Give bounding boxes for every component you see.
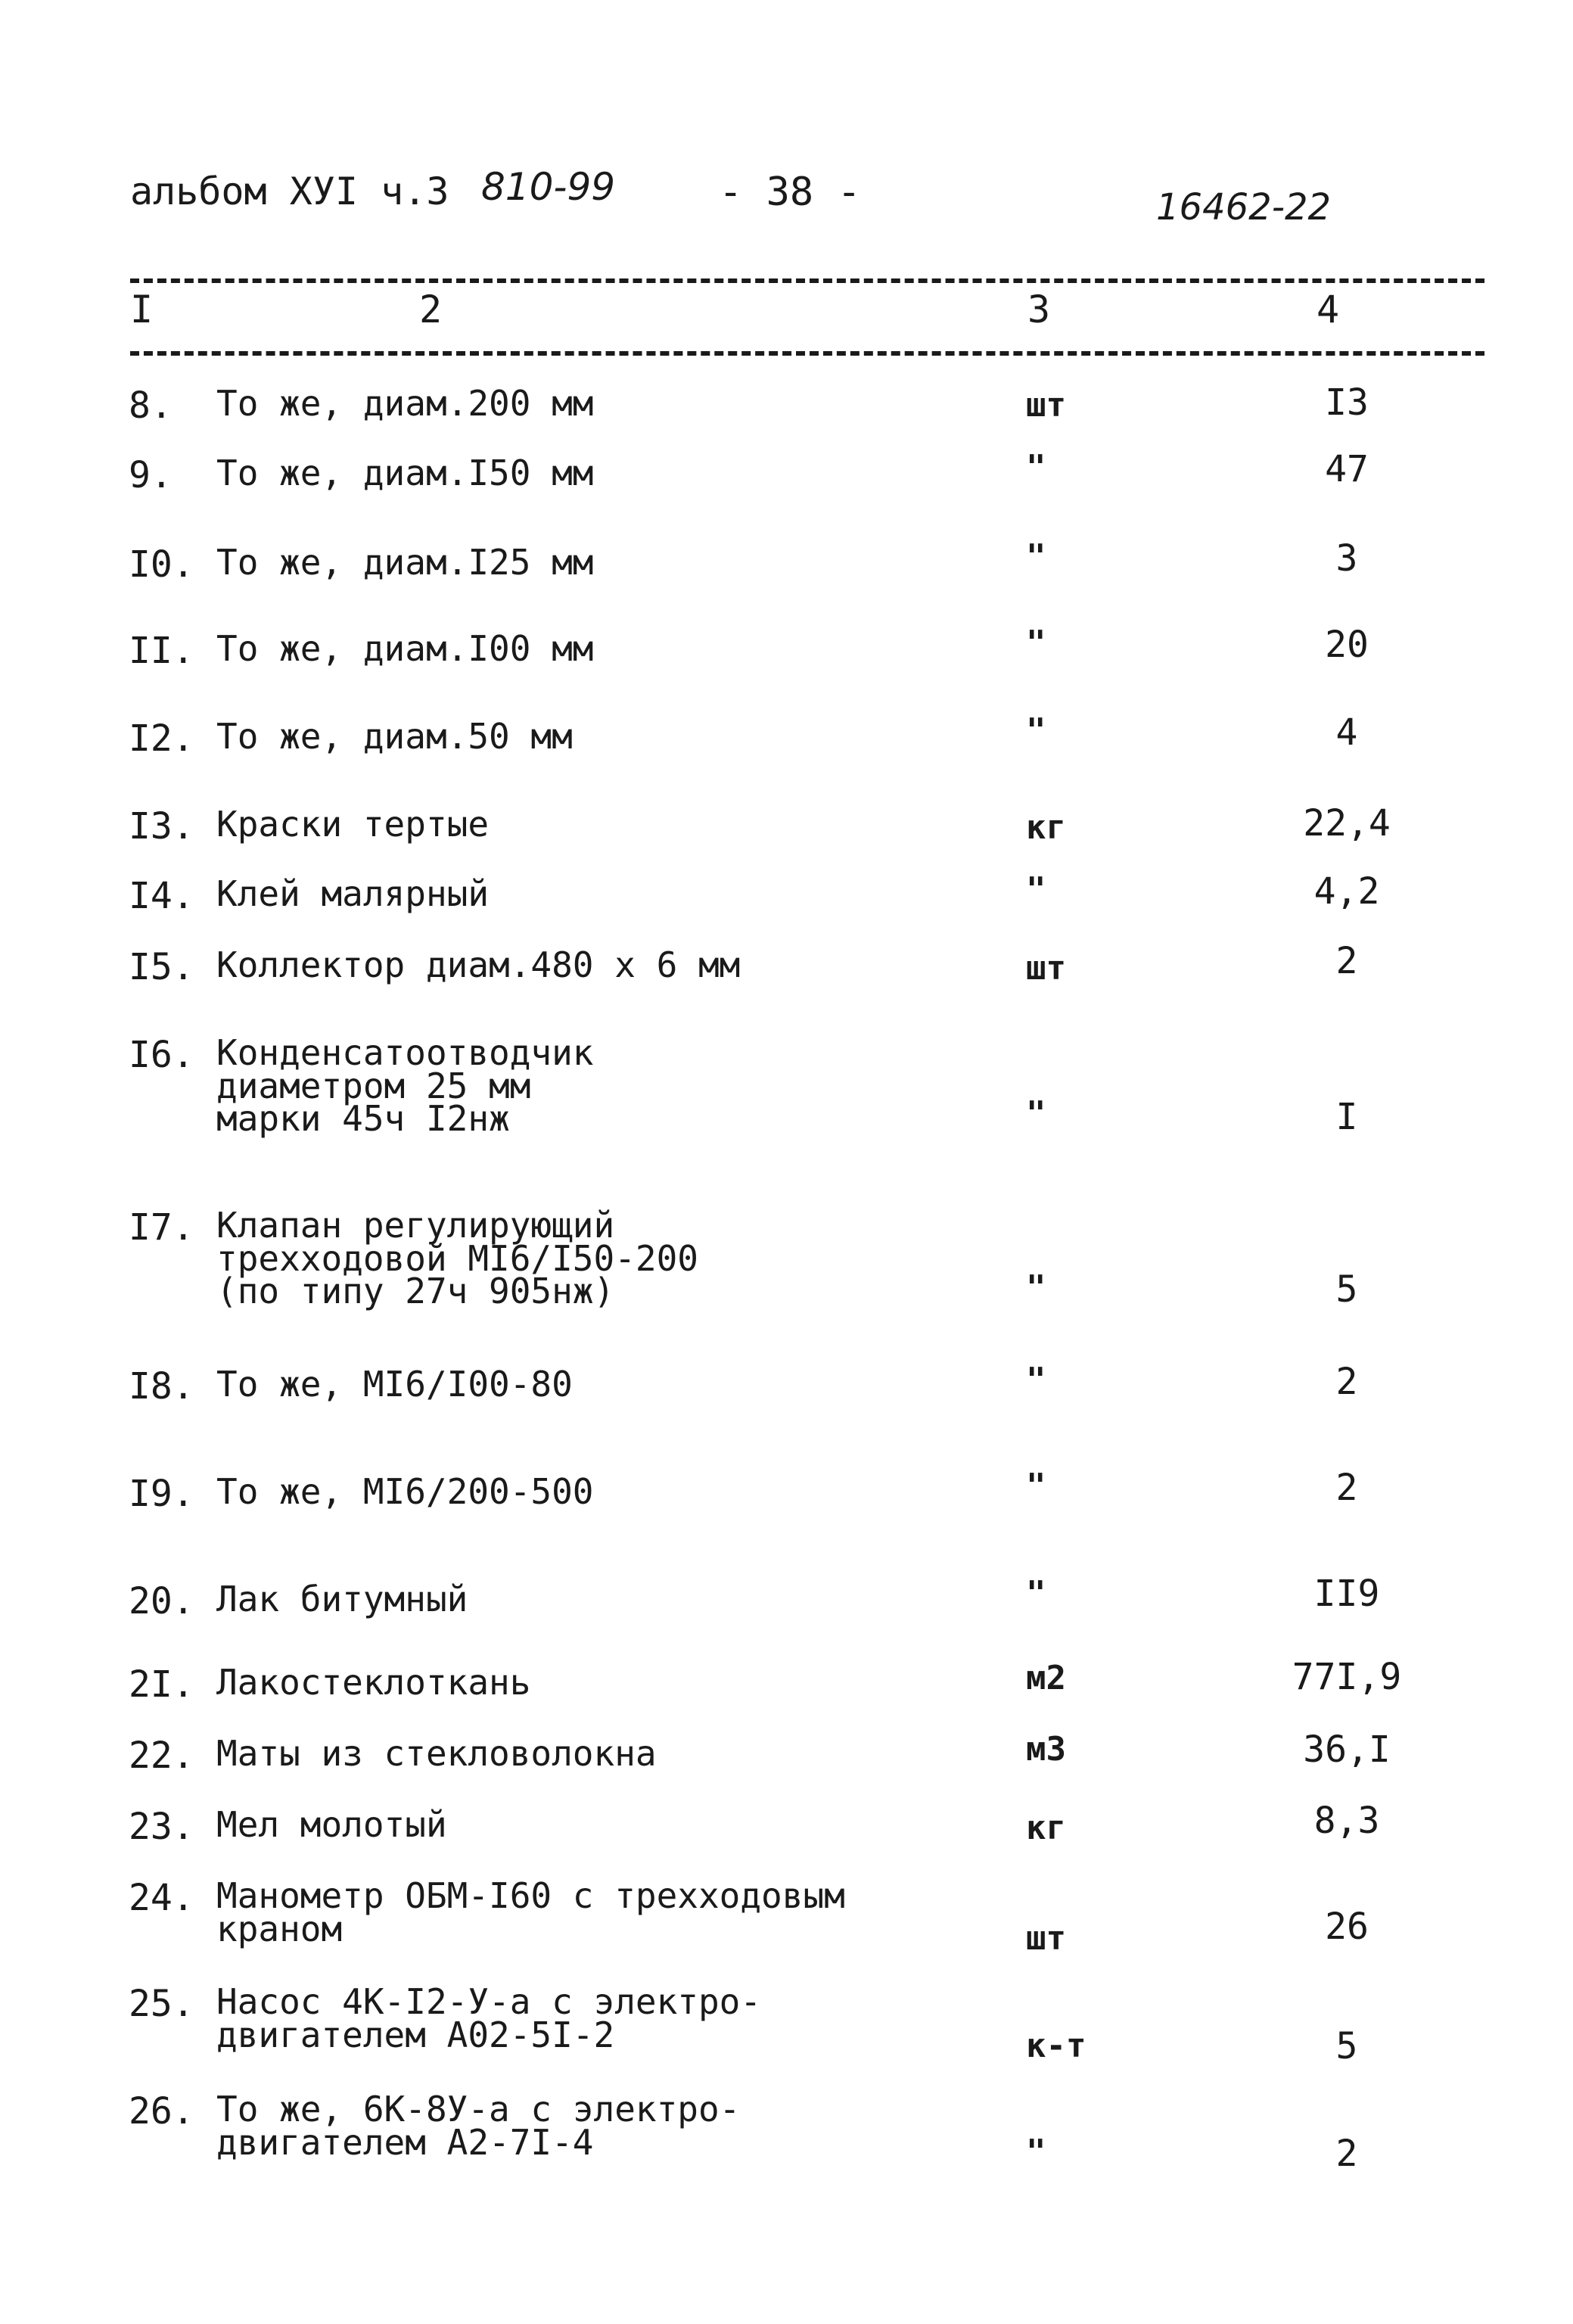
row-unit: " xyxy=(1026,1574,1046,1613)
row-number: I7. xyxy=(129,1206,194,1249)
row-number: I6. xyxy=(129,1034,194,1076)
row-number: 23. xyxy=(129,1806,194,1848)
row-name: Лакостеклоткань xyxy=(216,1662,531,1703)
row-number: 24. xyxy=(129,1877,194,1919)
row-number: II. xyxy=(129,630,194,672)
row-quantity: 26 xyxy=(1325,1906,1369,1948)
row-quantity: 22,4 xyxy=(1303,802,1391,845)
row-name: Лак битумный xyxy=(216,1579,468,1619)
row-number: I5. xyxy=(129,946,194,988)
row-quantity: I3 xyxy=(1325,381,1369,424)
column-header-2: 2 xyxy=(419,288,443,331)
row-quantity: 36,I xyxy=(1303,1728,1391,1771)
album-label: альбом ХУI ч.3 xyxy=(130,170,449,213)
row-name: Краски тертые xyxy=(216,804,490,845)
row-quantity: 2 xyxy=(1335,1467,1358,1509)
row-unit: " xyxy=(1026,1094,1046,1133)
row-quantity: 2 xyxy=(1335,1361,1358,1403)
row-quantity: 2 xyxy=(1335,940,1358,982)
row-name: Клей малярный xyxy=(216,873,490,914)
row-quantity: I xyxy=(1335,1096,1358,1138)
row-number: I2. xyxy=(129,717,194,760)
row-name: Манометр ОБМ-I60 с трехходовым краном xyxy=(216,1875,845,1949)
table-header-divider xyxy=(130,351,1484,356)
row-quantity: II9 xyxy=(1313,1573,1380,1615)
row-unit: " xyxy=(1026,537,1046,576)
row-name: То же, диам.200 мм xyxy=(216,383,594,424)
row-name: Конденсатоотводчик диаметром 25 мм марки 45ч I2нж xyxy=(216,1032,594,1140)
document-number: 16462-22 xyxy=(1156,186,1332,229)
row-unit: " xyxy=(1026,870,1046,909)
row-number: I8. xyxy=(129,1365,194,1408)
row-number: 26. xyxy=(129,2090,194,2133)
row-unit: " xyxy=(1026,448,1046,487)
row-name: Клапан регулирующий трехходовой МI6/I50-200 (по типу 27ч 905нж) xyxy=(216,1205,698,1312)
row-unit: к-т xyxy=(1026,2027,1086,2065)
row-name: Коллектор диам.480 х 6 мм xyxy=(216,944,741,985)
row-number: I9. xyxy=(129,1473,194,1515)
row-unit: м3 xyxy=(1026,1730,1066,1769)
column-header-1: I xyxy=(130,288,154,331)
row-unit: " xyxy=(1026,1361,1046,1399)
row-unit: шт xyxy=(1026,949,1066,988)
row-name: То же, 6К-8У-а с электро- двигателем А2-7I-4 xyxy=(216,2089,741,2163)
row-name: То же, диам.I00 мм xyxy=(216,628,594,669)
row-name: То же, диам.I25 мм xyxy=(216,542,594,583)
row-unit: кг xyxy=(1026,1809,1066,1847)
row-number: 2I. xyxy=(129,1663,194,1706)
row-name: То же, диам.50 мм xyxy=(216,716,573,757)
row-name: То же, диам.I50 мм xyxy=(216,453,594,493)
row-name: Насос 4К-I2-У-а с электро- двигателем А02-5I-2 xyxy=(216,1981,762,2055)
row-number: 22. xyxy=(129,1734,194,1777)
row-quantity: 4 xyxy=(1335,711,1358,754)
page-number: - 38 - xyxy=(719,170,861,215)
row-unit: " xyxy=(1026,624,1046,662)
row-number: 20. xyxy=(129,1580,194,1622)
table-top-divider xyxy=(130,278,1484,283)
row-number: 8. xyxy=(129,384,173,427)
row-quantity: 5 xyxy=(1335,1268,1358,1311)
series-number: 810-99 xyxy=(481,165,616,209)
row-name: То же, МI6/200-500 xyxy=(216,1471,594,1512)
row-number: I3. xyxy=(129,805,194,848)
column-header-4: 4 xyxy=(1317,288,1340,331)
row-unit: " xyxy=(1026,1467,1046,1505)
row-unit: кг xyxy=(1026,808,1066,847)
row-quantity: 2 xyxy=(1335,2133,1358,2175)
row-name: Мел молотый xyxy=(216,1804,447,1845)
row-unit: шт xyxy=(1026,1919,1066,1958)
row-number: 25. xyxy=(129,1983,194,2025)
row-quantity: 4,2 xyxy=(1313,870,1380,913)
row-number: I4. xyxy=(129,875,194,917)
row-name: Маты из стекловолокна xyxy=(216,1733,657,1774)
row-quantity: 77I,9 xyxy=(1292,1656,1402,1698)
row-quantity: 20 xyxy=(1325,624,1369,666)
row-number: I0. xyxy=(129,543,194,586)
row-quantity: 47 xyxy=(1325,448,1369,490)
row-unit: " xyxy=(1026,711,1046,750)
row-number: 9. xyxy=(129,454,173,496)
row-quantity: 5 xyxy=(1335,2025,1358,2067)
column-header-3: 3 xyxy=(1027,288,1051,331)
row-unit: м2 xyxy=(1026,1659,1066,1697)
row-unit: " xyxy=(1026,1268,1046,1307)
row-unit: " xyxy=(1026,2133,1046,2171)
row-quantity: 3 xyxy=(1335,537,1358,580)
row-unit: шт xyxy=(1026,386,1066,425)
row-quantity: 8,3 xyxy=(1313,1800,1380,1842)
row-name: То же, МI6/I00-80 xyxy=(216,1364,573,1405)
